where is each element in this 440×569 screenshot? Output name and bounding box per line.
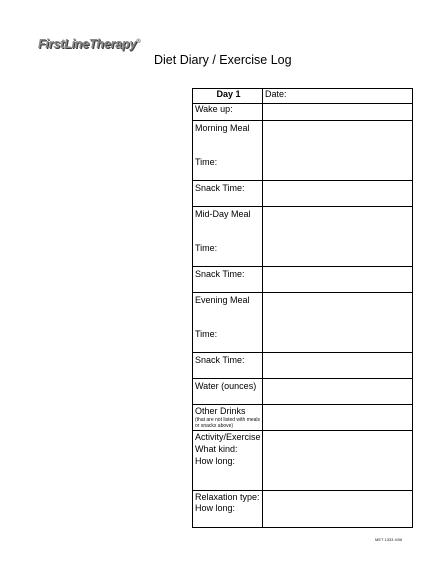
water-field[interactable] (263, 379, 413, 405)
activity-cell (193, 431, 263, 491)
evening-meal-field[interactable] (263, 293, 413, 353)
relaxation-field[interactable] (263, 491, 413, 528)
table-row (193, 267, 413, 293)
table-row (193, 104, 413, 121)
relaxation-label: Relaxation type: (195, 492, 260, 502)
company-logo (38, 37, 140, 51)
diet-exercise-log-table (192, 88, 413, 528)
morning-meal-field[interactable] (263, 121, 413, 181)
table-row (193, 353, 413, 379)
other-drinks-label: Other Drinks (195, 406, 246, 416)
how-long-2-label: How long: (195, 503, 236, 513)
day-label: Day 1 (193, 89, 263, 104)
form-code: MET 1333 4/06 (375, 537, 403, 542)
table-row (193, 121, 413, 181)
wake-up-label: Wake up: (193, 104, 263, 121)
morning-meal-cell (193, 121, 263, 181)
relaxation-cell (193, 491, 263, 528)
activity-label: Activity/Exercise (195, 432, 261, 442)
other-drinks-cell (193, 405, 263, 431)
midday-meal-field[interactable] (263, 207, 413, 267)
table-header-row (193, 89, 413, 104)
snack-time-1-label: Snack Time: (193, 181, 263, 207)
evening-time-label: Time: (195, 329, 218, 339)
table-row (193, 181, 413, 207)
other-drinks-note: (that are not listed with meals or snacks above) (195, 417, 261, 429)
midday-meal-cell (193, 207, 263, 267)
snack-time-1-field[interactable] (263, 181, 413, 207)
snack-time-3-label: Snack Time: (193, 353, 263, 379)
table-row (193, 207, 413, 267)
table-row (193, 491, 413, 528)
morning-meal-label: Morning Meal (195, 123, 250, 133)
activity-field[interactable] (263, 431, 413, 491)
what-kind-label: What kind: (195, 444, 238, 454)
midday-meal-label: Mid-Day Meal (195, 209, 251, 219)
table-row (193, 431, 413, 491)
page-title: Diet Diary / Exercise Log (154, 53, 292, 67)
evening-meal-cell (193, 293, 263, 353)
table-row (193, 379, 413, 405)
snack-time-3-field[interactable] (263, 353, 413, 379)
wake-up-field[interactable] (263, 104, 413, 121)
table-row (193, 293, 413, 353)
other-drinks-field[interactable] (263, 405, 413, 431)
midday-time-label: Time: (195, 243, 218, 253)
date-field[interactable]: Date: (263, 89, 413, 104)
morning-time-label: Time: (195, 157, 218, 167)
evening-meal-label: Evening Meal (195, 295, 250, 305)
how-long-1-label: How long: (195, 456, 236, 466)
snack-time-2-label: Snack Time: (193, 267, 263, 293)
snack-time-2-field[interactable] (263, 267, 413, 293)
table-row (193, 405, 413, 431)
water-label: Water (ounces) (193, 379, 263, 405)
logo-text: FirstLineTherapy (38, 37, 137, 51)
registered-mark: ® (136, 38, 141, 45)
